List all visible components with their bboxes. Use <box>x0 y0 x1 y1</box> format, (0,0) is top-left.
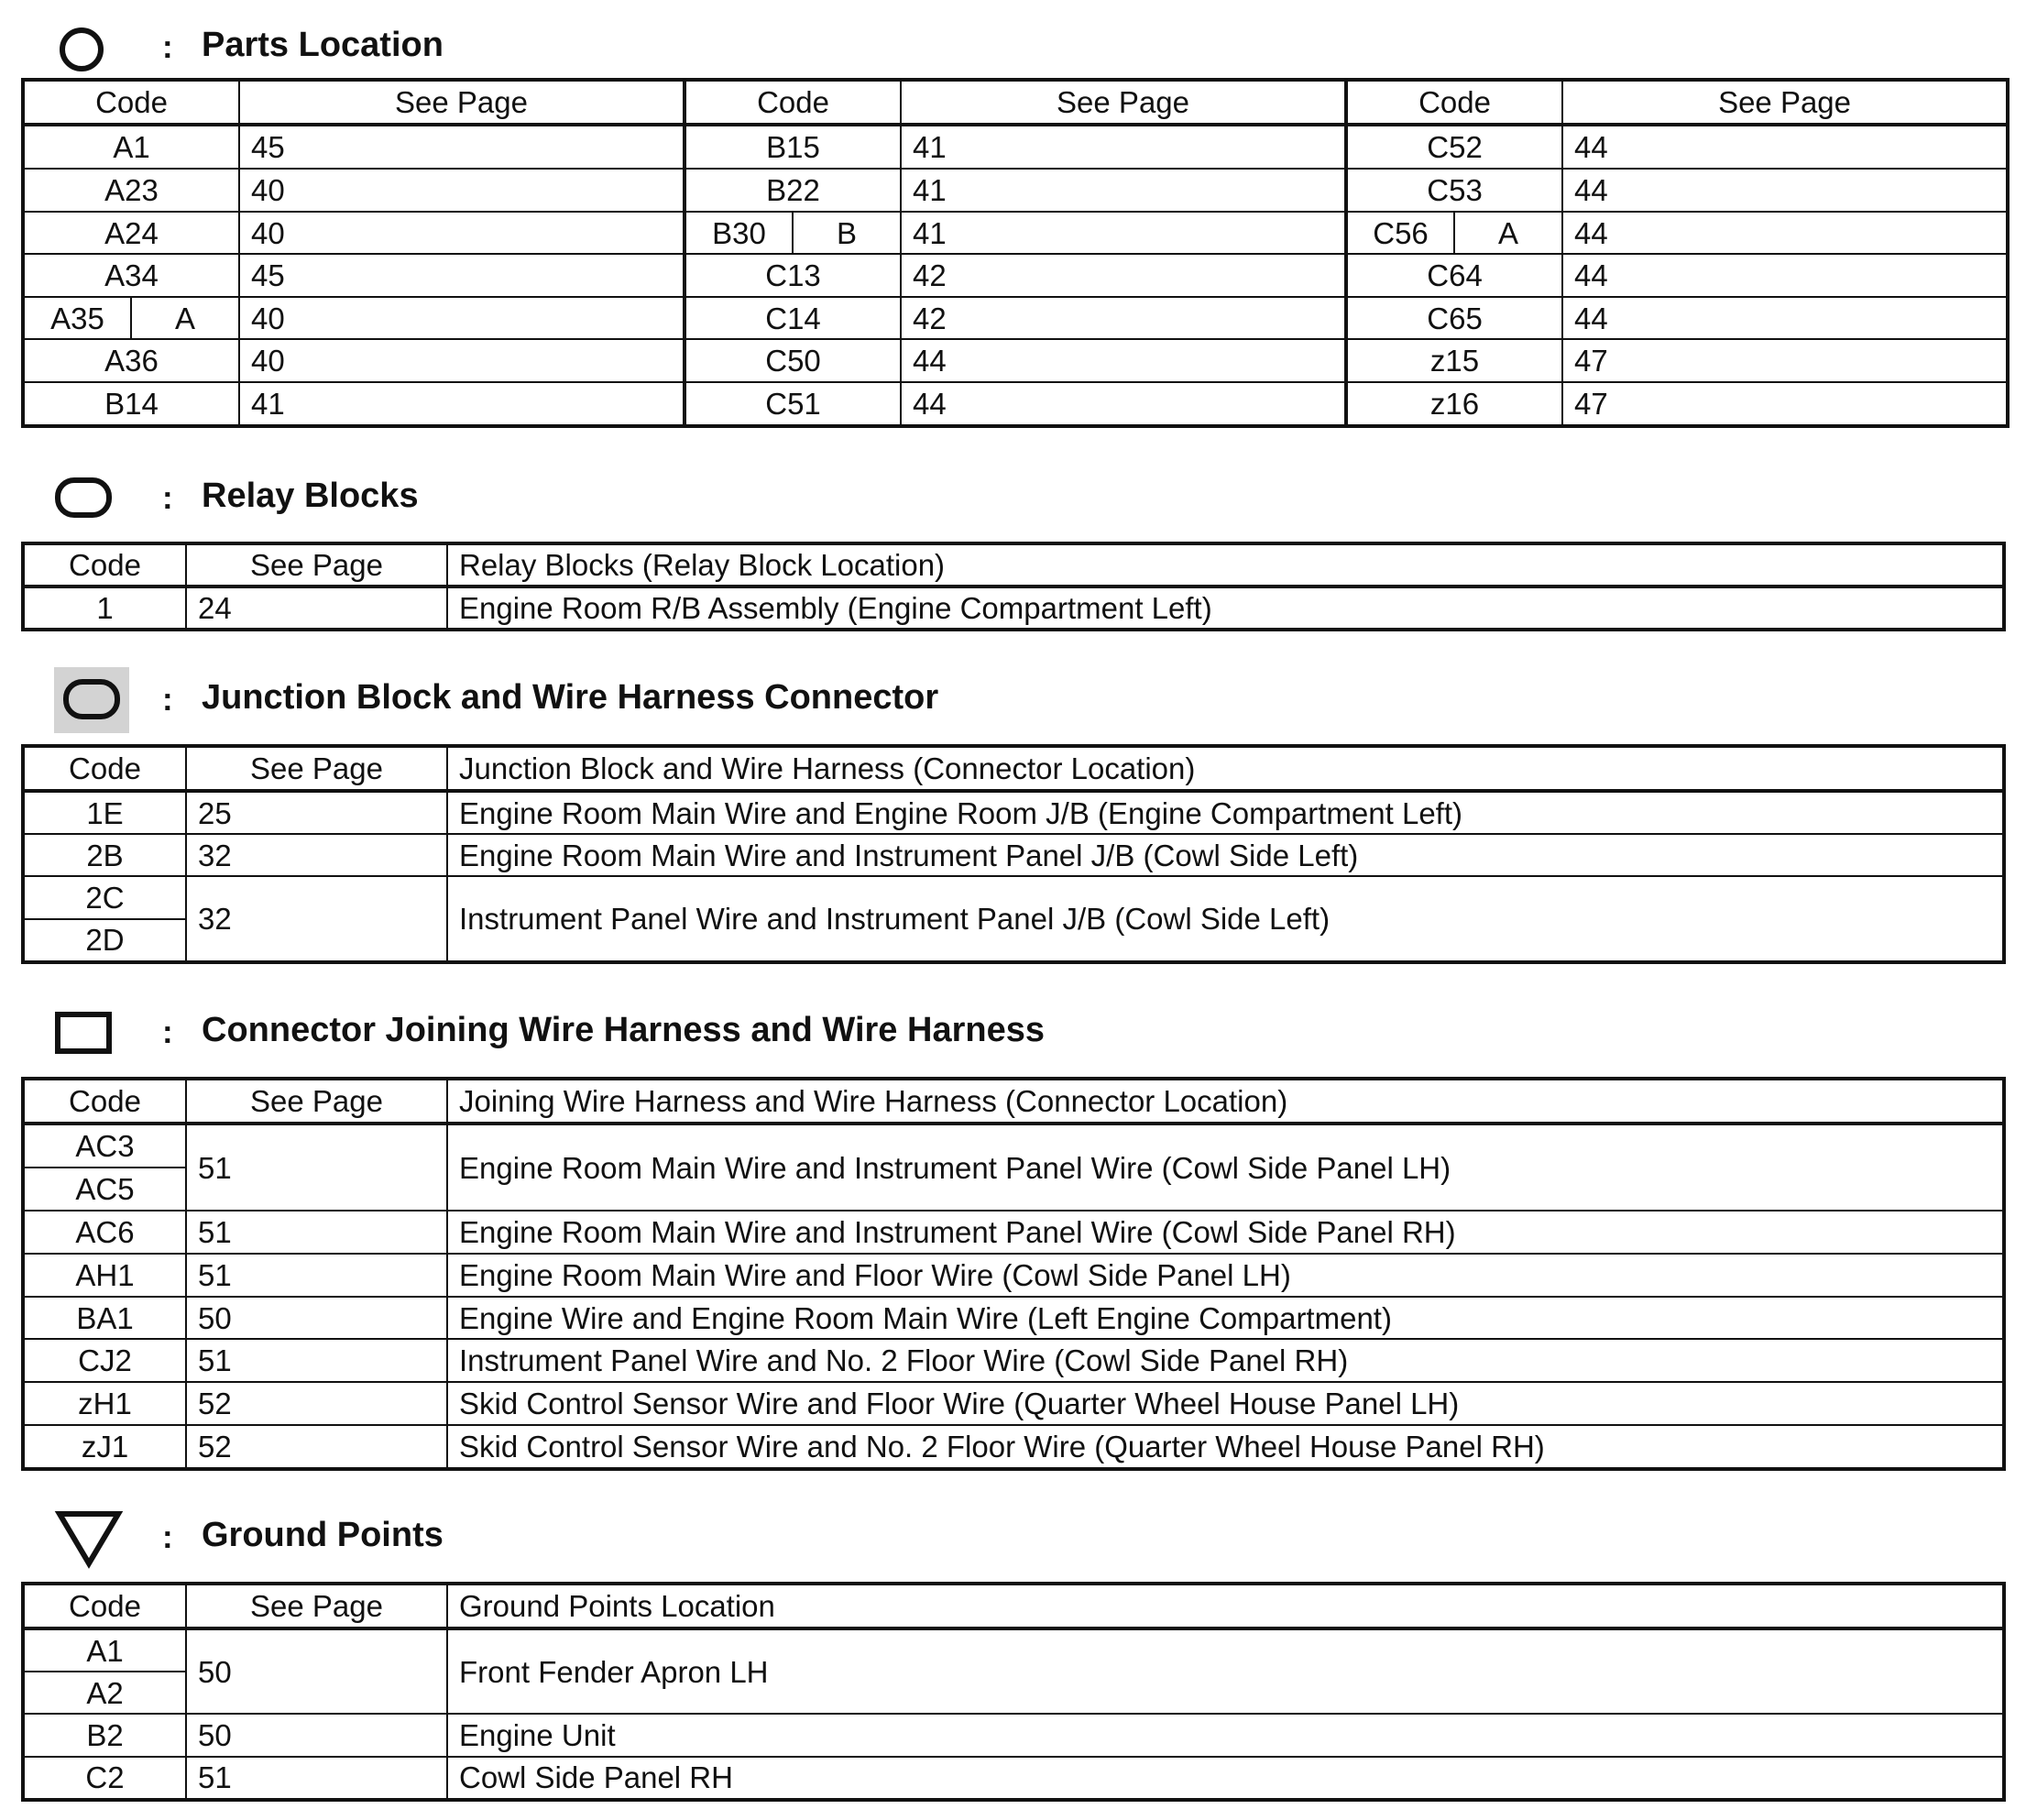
code-cell: A1 <box>23 125 239 169</box>
ground-points-table <box>21 1582 2006 1802</box>
code-cell: C51 <box>684 382 901 426</box>
page-cell: 47 <box>1562 382 2008 426</box>
code-cell: B22 <box>684 169 901 212</box>
page-cell: 44 <box>1562 297 2008 340</box>
code-cell: C65 <box>1346 297 1562 340</box>
parts-location-heading <box>50 13 1700 86</box>
description-cell: Cowl Side Panel RH <box>447 1757 2004 1800</box>
page-cell: 40 <box>239 169 684 212</box>
page-cell: 45 <box>239 254 684 297</box>
description-cell: Engine Room Main Wire and Instrument Panel Wire (Cowl Side Panel LH) <box>447 1124 2004 1211</box>
heading-colon: : <box>162 1014 173 1050</box>
code-cell: B15 <box>684 125 901 169</box>
table-row <box>23 169 2008 212</box>
relay-blocks-heading <box>50 464 1700 537</box>
header-see-page: See Page <box>1562 80 2008 125</box>
page-cell: 44 <box>1562 125 2008 169</box>
code-cell: C56 <box>1346 212 1454 255</box>
code-cell: AC3 <box>23 1124 186 1168</box>
page-cell: 52 <box>186 1382 447 1425</box>
code-cell: CJ2 <box>23 1339 186 1382</box>
code-cell: z16 <box>1346 382 1562 426</box>
heading-colon: : <box>162 1519 173 1555</box>
table-row <box>23 876 2004 918</box>
page-cell: 51 <box>186 1757 447 1800</box>
section-title: Junction Block and Wire Harness Connector <box>202 678 939 717</box>
code-cell: AH1 <box>23 1254 186 1297</box>
relay-blocks-table <box>21 542 2006 631</box>
page-cell: 42 <box>901 254 1346 297</box>
table-row <box>23 254 2008 297</box>
table-row <box>23 212 2008 255</box>
page-cell: 44 <box>1562 212 2008 255</box>
table-row <box>23 1628 2004 1672</box>
page-cell: 52 <box>186 1425 447 1469</box>
table-row <box>23 1254 2004 1297</box>
description-cell: Instrument Panel Wire and No. 2 Floor Wire (Cowl Side Panel RH) <box>447 1339 2004 1382</box>
description-cell: Engine Room Main Wire and Instrument Panel Wire (Cowl Side Panel RH) <box>447 1211 2004 1254</box>
code-cell: B2 <box>23 1714 186 1756</box>
header-description: Ground Points Location <box>447 1584 2004 1628</box>
code-cell: BA1 <box>23 1297 186 1340</box>
header-see-page: See Page <box>901 80 1346 125</box>
page-cell: 51 <box>186 1339 447 1382</box>
description-cell: Engine Wire and Engine Room Main Wire (Left Engine Compartment) <box>447 1297 2004 1340</box>
code-cell: A2 <box>23 1672 186 1714</box>
page-cell: 45 <box>239 125 684 169</box>
code-cell: A34 <box>23 254 239 297</box>
code-cell: zH1 <box>23 1382 186 1425</box>
table-header-row <box>23 1079 2004 1124</box>
code-cell: B14 <box>23 382 239 426</box>
code-sub-cell: A <box>1454 212 1562 255</box>
header-code: Code <box>23 543 186 587</box>
page-cell: 51 <box>186 1211 447 1254</box>
square-icon <box>54 1011 115 1057</box>
ground-points-heading <box>50 1503 1700 1576</box>
section-title: Relay Blocks <box>202 477 419 515</box>
connector-joining-table <box>21 1077 2006 1471</box>
page-cell: 50 <box>186 1714 447 1756</box>
page-cell: 41 <box>901 125 1346 169</box>
junction-block-table <box>21 744 2006 964</box>
code-cell: 2D <box>23 919 186 962</box>
description-cell: Engine Room Main Wire and Instrument Panel J/B (Cowl Side Left) <box>447 834 2004 876</box>
rounded-rect-icon <box>54 477 115 522</box>
code-cell: C2 <box>23 1757 186 1800</box>
table-row <box>23 1714 2004 1756</box>
code-cell: AC5 <box>23 1168 186 1211</box>
table-row <box>23 587 2004 630</box>
header-description: Relay Blocks (Relay Block Location) <box>447 543 2004 587</box>
code-cell: C14 <box>684 297 901 340</box>
triangle-down-icon <box>54 1508 124 1569</box>
header-see-page: See Page <box>186 1584 447 1628</box>
header-code: Code <box>23 1584 186 1628</box>
code-cell: A24 <box>23 212 239 255</box>
table-row <box>23 1124 2004 1168</box>
page-cell: 41 <box>901 212 1346 255</box>
description-cell: Instrument Panel Wire and Instrument Panel J/B (Cowl Side Left) <box>447 876 2004 962</box>
connector-joining-heading <box>50 998 1700 1071</box>
header-code: Code <box>23 746 186 791</box>
description-cell: Engine Unit <box>447 1714 2004 1756</box>
table-row <box>23 1425 2004 1469</box>
page-cell: 42 <box>901 297 1346 340</box>
page-cell: 44 <box>1562 169 2008 212</box>
table-row <box>23 791 2004 834</box>
header-see-page: See Page <box>186 1079 447 1124</box>
page-cell: 41 <box>239 382 684 426</box>
page-cell: 40 <box>239 212 684 255</box>
parts-location-table <box>21 78 2010 428</box>
code-cell: 2B <box>23 834 186 876</box>
code-cell: zJ1 <box>23 1425 186 1469</box>
description-cell: Front Fender Apron LH <box>447 1628 2004 1715</box>
code-sub-cell: B <box>793 212 901 255</box>
page-cell: 44 <box>901 339 1346 382</box>
code-cell: 1E <box>23 791 186 834</box>
description-cell: Skid Control Sensor Wire and Floor Wire (Quarter Wheel House Panel LH) <box>447 1382 2004 1425</box>
table-row <box>23 1339 2004 1382</box>
page-cell: 32 <box>186 834 447 876</box>
page-cell: 24 <box>186 587 447 630</box>
page-cell: 25 <box>186 791 447 834</box>
table-row <box>23 125 2008 169</box>
header-description: Joining Wire Harness and Wire Harness (Connector Location) <box>447 1079 2004 1124</box>
table-header-row <box>23 80 2008 125</box>
table-row <box>23 339 2008 382</box>
heading-colon: : <box>162 29 173 65</box>
table-header-row <box>23 1584 2004 1628</box>
header-code: Code <box>684 80 901 125</box>
page-cell: 40 <box>239 339 684 382</box>
table-row <box>23 834 2004 876</box>
table-row <box>23 1211 2004 1254</box>
description-cell: Engine Room Main Wire and Floor Wire (Cowl Side Panel LH) <box>447 1254 2004 1297</box>
page-cell: 50 <box>186 1628 447 1715</box>
table-row <box>23 1382 2004 1425</box>
code-cell: C52 <box>1346 125 1562 169</box>
code-cell: C53 <box>1346 169 1562 212</box>
table-row <box>23 1297 2004 1340</box>
section-title: Connector Joining Wire Harness and Wire Harness <box>202 1011 1045 1049</box>
code-cell: A35 <box>23 297 131 340</box>
description-cell: Skid Control Sensor Wire and No. 2 Floor Wire (Quarter Wheel House Panel RH) <box>447 1425 2004 1469</box>
table-header-row <box>23 746 2004 791</box>
table-row <box>23 297 2008 340</box>
header-see-page: See Page <box>239 80 684 125</box>
code-cell: z15 <box>1346 339 1562 382</box>
table-row <box>23 1757 2004 1800</box>
code-cell: AC6 <box>23 1211 186 1254</box>
page-cell: 50 <box>186 1297 447 1340</box>
code-cell: A23 <box>23 169 239 212</box>
page-cell: 47 <box>1562 339 2008 382</box>
shaded-rounded-rect-icon <box>54 667 129 733</box>
header-code: Code <box>1346 80 1562 125</box>
table-row <box>23 382 2008 426</box>
code-cell: B30 <box>684 212 793 255</box>
heading-colon: : <box>162 682 173 718</box>
code-cell: 1 <box>23 587 186 630</box>
code-cell: A1 <box>23 1628 186 1672</box>
header-code: Code <box>23 1079 186 1124</box>
section-title: Parts Location <box>202 26 444 64</box>
code-cell: 2C <box>23 876 186 918</box>
header-description: Junction Block and Wire Harness (Connector Location) <box>447 746 2004 791</box>
circle-icon <box>54 24 109 75</box>
description-cell: Engine Room R/B Assembly (Engine Compartment Left) <box>447 587 2004 630</box>
page-cell: 32 <box>186 876 447 962</box>
code-cell: C64 <box>1346 254 1562 297</box>
code-cell: A36 <box>23 339 239 382</box>
heading-colon: : <box>162 480 173 516</box>
header-see-page: See Page <box>186 543 447 587</box>
table-header-row <box>23 543 2004 587</box>
page-cell: 41 <box>901 169 1346 212</box>
junction-block-heading <box>50 665 1700 739</box>
description-cell: Engine Room Main Wire and Engine Room J/B (Engine Compartment Left) <box>447 791 2004 834</box>
page-cell: 44 <box>1562 254 2008 297</box>
section-title: Ground Points <box>202 1516 444 1554</box>
page-cell: 51 <box>186 1254 447 1297</box>
page-cell: 44 <box>901 382 1346 426</box>
header-code: Code <box>23 80 239 125</box>
page-cell: 40 <box>239 297 684 340</box>
code-cell: C13 <box>684 254 901 297</box>
header-see-page: See Page <box>186 746 447 791</box>
code-cell: C50 <box>684 339 901 382</box>
page-cell: 51 <box>186 1124 447 1211</box>
code-sub-cell: A <box>131 297 239 340</box>
